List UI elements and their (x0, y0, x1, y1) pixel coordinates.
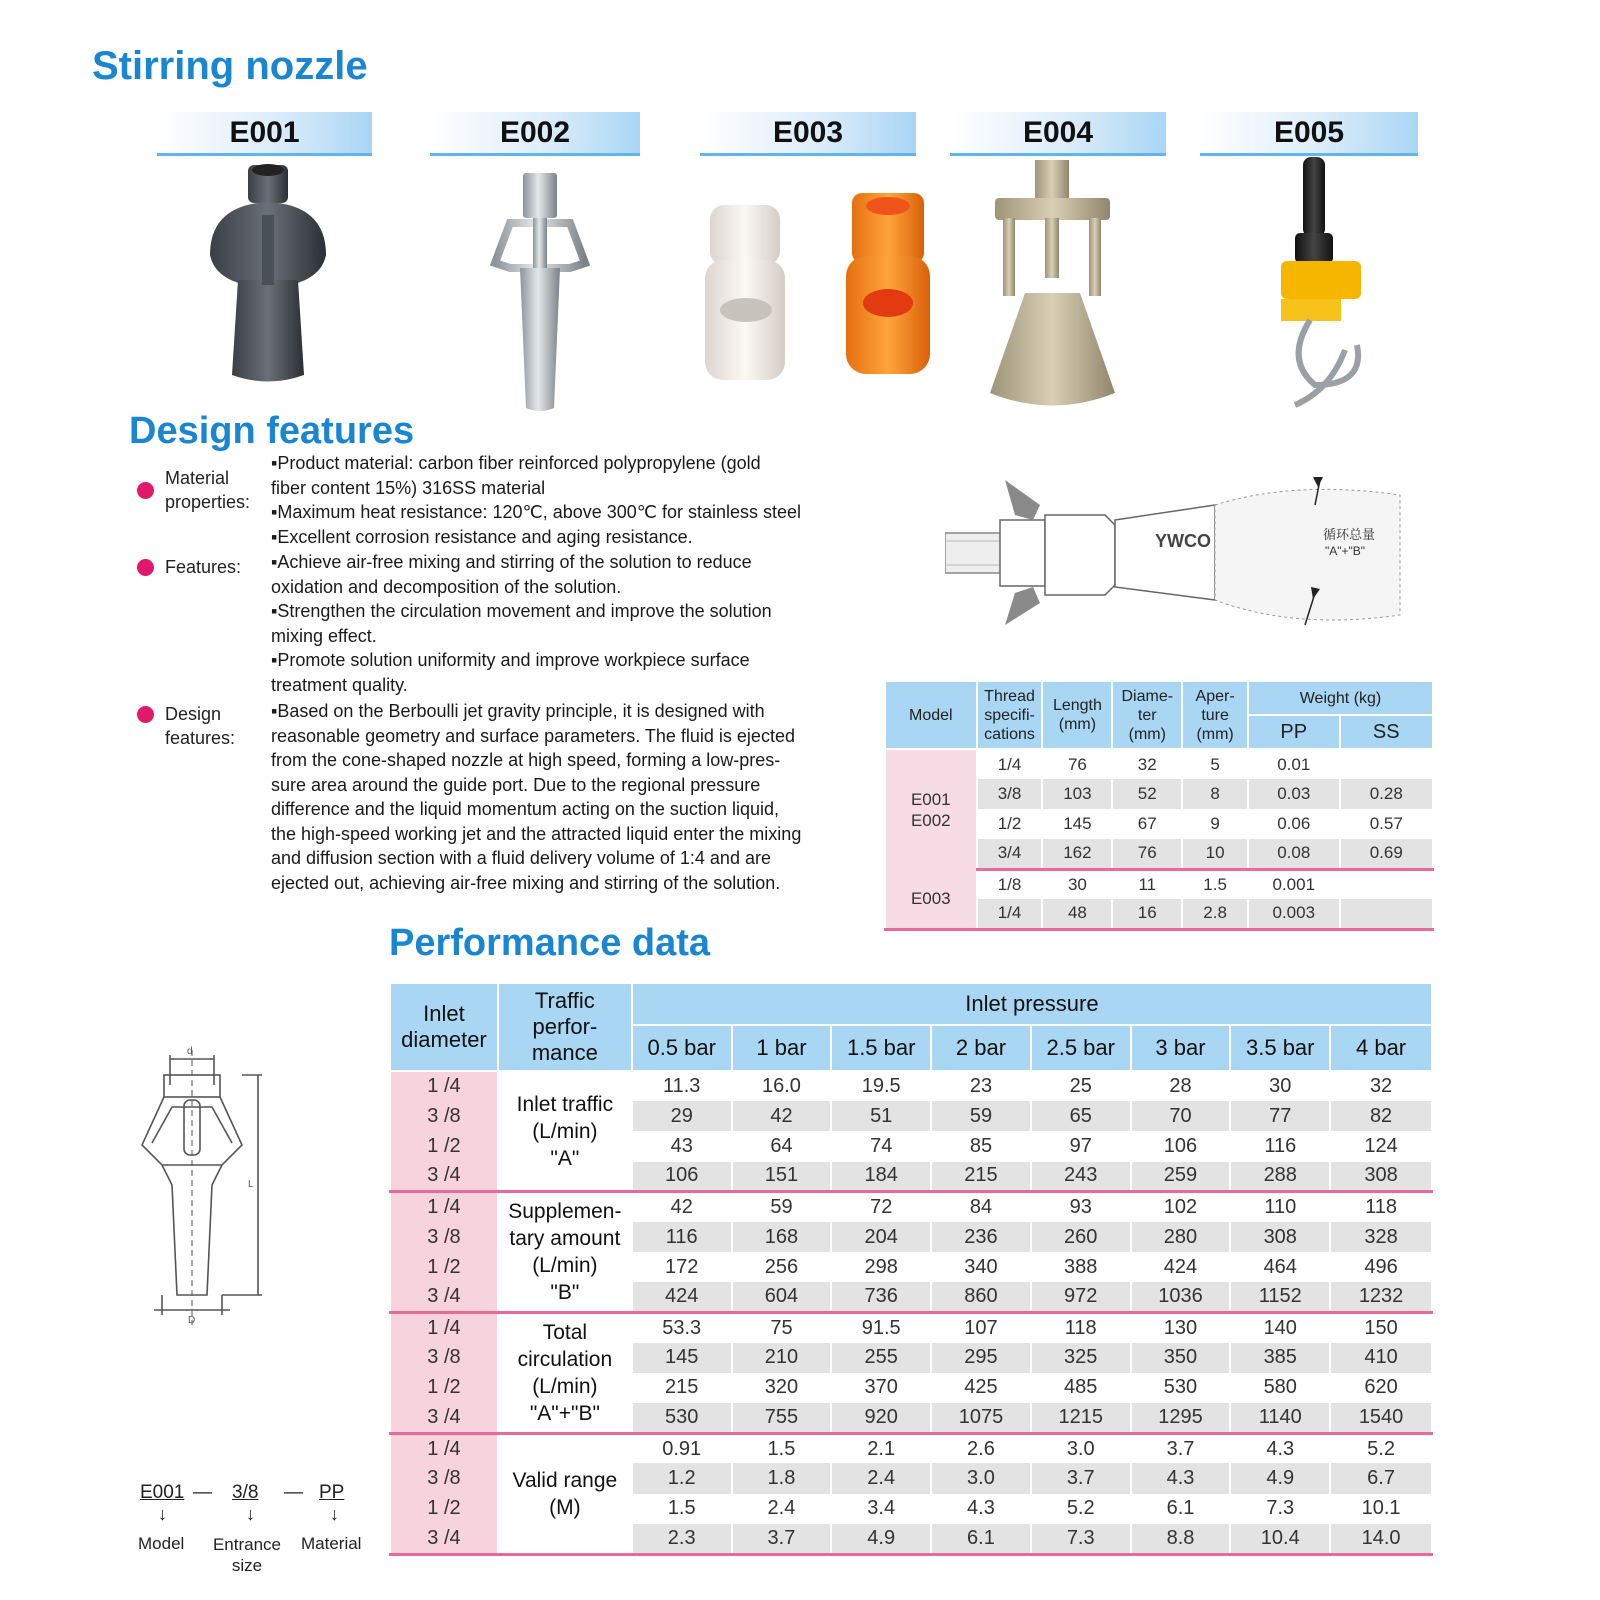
perf-value-cell: 243 (1031, 1162, 1131, 1192)
spec-header-pp: PP (1248, 715, 1340, 749)
perf-inlet-diameter-cell: 1 /2 (390, 1494, 498, 1524)
perf-inlet-diameter-cell: 3 /4 (390, 1524, 498, 1554)
spec-model-e003: E003 (885, 869, 977, 929)
perf-value-cell: 215 (931, 1162, 1031, 1192)
spec-cell: 76 (1112, 839, 1182, 869)
spec-row (885, 749, 1433, 779)
perf-value-cell: 30 (1230, 1071, 1330, 1101)
text-design-features: ▪Based on the Berboulli jet gravity principle, it is designed with reasonable geometry and surface parameters. The fluid is ejected from the cone-shaped nozzle at high speed, forming a low-pres- sure area around the guide port. Due to the regional pressure difference and the liquid momentum acting on the suction liquid, the high-speed working jet and the attracted liquid enter the mixing and diffusion section with a fluid delivery volume of 1:4 and are ejected out, achieving air-free mixing and stirring of the solution. (271, 701, 802, 893)
perf-value-cell: 2.6 (931, 1433, 1031, 1463)
perf-value-cell: 3.7 (732, 1524, 832, 1554)
perf-value-cell: 1232 (1330, 1282, 1432, 1312)
perf-value-cell: 64 (732, 1131, 832, 1161)
perf-value-cell: 288 (1230, 1162, 1330, 1192)
perf-value-cell: 25 (1031, 1071, 1131, 1101)
spec-cell (1340, 749, 1433, 779)
label-features: Features: (165, 557, 242, 577)
perf-value-cell: 3.4 (831, 1494, 931, 1524)
perf-value-cell: 59 (931, 1101, 1031, 1131)
perf-value-cell: 28 (1131, 1071, 1231, 1101)
perf-value-cell: 860 (931, 1282, 1031, 1312)
order-code-label-size: Entrance size (212, 1535, 282, 1575)
perf-value-cell: 74 (831, 1131, 931, 1161)
order-code-material: PP (319, 1482, 345, 1503)
spec-cell: 0.69 (1340, 839, 1433, 869)
perf-inlet-diameter-cell: 1 /2 (390, 1252, 498, 1282)
perf-value-cell: 118 (1330, 1192, 1432, 1222)
perf-value-cell: 496 (1330, 1252, 1432, 1282)
spec-cell: 0.03 (1248, 779, 1340, 809)
perf-header-inlet-pressure: Inlet pressure (632, 983, 1432, 1025)
perf-value-cell: 4.9 (831, 1524, 931, 1554)
perf-value-cell: 23 (931, 1071, 1031, 1101)
perf-inlet-diameter-cell: 1 /4 (390, 1313, 498, 1343)
perf-value-cell: 6.1 (931, 1524, 1031, 1554)
perf-header-pressure: 3 bar (1131, 1025, 1231, 1071)
perf-header-pressure: 1.5 bar (831, 1025, 931, 1071)
perf-value-cell: 920 (831, 1403, 931, 1433)
perf-header-pressure: 1 bar (732, 1025, 832, 1071)
performance-title: Performance data (389, 922, 711, 964)
perf-value-cell: 736 (831, 1282, 931, 1312)
perf-value-cell: 4.9 (1230, 1463, 1330, 1493)
spec-cell: 76 (1042, 749, 1112, 779)
perf-value-cell: 53.3 (632, 1313, 732, 1343)
perf-inlet-diameter-cell: 3 /4 (390, 1282, 498, 1312)
order-code (136, 1482, 376, 1582)
label-material-properties: Material properties: (165, 468, 251, 512)
product-image-e004 (985, 158, 1120, 413)
perf-value-cell: 70 (1131, 1101, 1231, 1131)
text-features: ▪Achieve air-free mixing and stirring of the solution to reduce oxidation and decomposition of the solution. ▪Strengthen the circulation movement and improve the solution mixing effect. ▪Promote solution uniformity and improve workpiece surface treatment quality. (271, 552, 772, 695)
spec-header-aperture: Aper- ture (mm) (1182, 681, 1248, 749)
perf-value-cell: 8.8 (1131, 1524, 1231, 1554)
perf-value-cell: 184 (831, 1162, 931, 1192)
perf-value-cell: 3.7 (1131, 1433, 1231, 1463)
spec-cell: 0.57 (1340, 809, 1433, 839)
spec-cell: 0.28 (1340, 779, 1433, 809)
perf-value-cell: 82 (1330, 1101, 1432, 1131)
spec-cell: 16 (1112, 899, 1182, 929)
order-code-dash-2: — (284, 1482, 303, 1503)
perf-value-cell: 620 (1330, 1373, 1432, 1403)
perf-value-cell: 5.2 (1031, 1494, 1131, 1524)
drawing-dim-d: d (187, 1046, 193, 1057)
perf-value-cell: 42 (632, 1192, 732, 1222)
perf-value-cell: 29 (632, 1101, 732, 1131)
perf-value-cell: 1.2 (632, 1463, 732, 1493)
bullet-material (137, 482, 154, 499)
perf-value-cell: 0.91 (632, 1433, 732, 1463)
perf-value-cell: 325 (1031, 1343, 1131, 1373)
perf-value-cell: 298 (831, 1252, 931, 1282)
spec-cell: 30 (1042, 869, 1112, 899)
perf-inlet-diameter-cell: 3 /8 (390, 1222, 498, 1252)
drawing-dim-l: L (248, 1179, 254, 1190)
model-header-e004: E004 (950, 112, 1166, 156)
perf-inlet-diameter-cell: 3 /8 (390, 1343, 498, 1373)
spec-row (885, 869, 1433, 899)
bullet-design-features (137, 706, 154, 723)
perf-value-cell: 385 (1230, 1343, 1330, 1373)
perf-group-label: Supplemen- tary amount (L/min) "B" (498, 1192, 632, 1313)
order-code-label-material: Material (301, 1534, 362, 1553)
table-row (390, 1433, 1432, 1463)
spec-cell: 5 (1182, 749, 1248, 779)
perf-value-cell: 2.4 (732, 1494, 832, 1524)
perf-value-cell: 77 (1230, 1101, 1330, 1131)
perf-inlet-diameter-cell: 3 /4 (390, 1162, 498, 1192)
perf-value-cell: 84 (931, 1192, 1031, 1222)
spec-cell: 162 (1042, 839, 1112, 869)
drawing-dim-D: D (188, 1315, 196, 1326)
spec-cell (1340, 869, 1433, 899)
perf-value-cell: 485 (1031, 1373, 1131, 1403)
perf-value-cell: 151 (732, 1162, 832, 1192)
perf-header-pressure: 2 bar (931, 1025, 1031, 1071)
perf-inlet-diameter-cell: 1 /4 (390, 1071, 498, 1101)
perf-value-cell: 14.0 (1330, 1524, 1432, 1554)
perf-header-pressure: 0.5 bar (632, 1025, 732, 1071)
perf-value-cell: 140 (1230, 1313, 1330, 1343)
perf-value-cell: 10.1 (1330, 1494, 1432, 1524)
perf-value-cell: 106 (1131, 1131, 1231, 1161)
perf-value-cell: 5.2 (1330, 1433, 1432, 1463)
spec-cell: 1/8 (977, 869, 1043, 899)
order-code-dash-1: — (193, 1482, 212, 1503)
product-image-e002 (490, 168, 600, 413)
spec-cell: 3/8 (977, 779, 1043, 809)
perf-value-cell: 43 (632, 1131, 732, 1161)
perf-value-cell: 91.5 (831, 1313, 931, 1343)
table-row (390, 1192, 1432, 1222)
model-header-e005: E005 (1200, 112, 1418, 156)
perf-value-cell: 424 (632, 1282, 732, 1312)
perf-value-cell: 1152 (1230, 1282, 1330, 1312)
perf-value-cell: 410 (1330, 1343, 1432, 1373)
perf-value-cell: 4.3 (1230, 1433, 1330, 1463)
product-image-e003-orange (840, 188, 935, 378)
perf-value-cell: 388 (1031, 1252, 1131, 1282)
product-image-e003-white (700, 200, 790, 385)
arrow-down-icon: ↓ (330, 1504, 339, 1524)
product-image-e001 (200, 160, 340, 390)
product-image-e005 (1275, 155, 1385, 420)
perf-value-cell: 320 (732, 1373, 832, 1403)
spec-cell: 0.01 (1248, 749, 1340, 779)
spec-cell: 1.5 (1182, 869, 1248, 899)
perf-value-cell: 210 (732, 1343, 832, 1373)
spec-header-ss: SS (1340, 715, 1433, 749)
perf-inlet-diameter-cell: 3 /8 (390, 1101, 498, 1131)
perf-value-cell: 19.5 (831, 1071, 931, 1101)
spec-cell: 11 (1112, 869, 1182, 899)
spec-header-weight: Weight (kg) (1248, 681, 1433, 715)
perf-value-cell: 340 (931, 1252, 1031, 1282)
spec-cell: 0.06 (1248, 809, 1340, 839)
perf-value-cell: 370 (831, 1373, 931, 1403)
perf-value-cell: 236 (931, 1222, 1031, 1252)
arrow-down-icon: ↓ (246, 1504, 255, 1524)
perf-header-pressure: 2.5 bar (1031, 1025, 1131, 1071)
perf-value-cell: 97 (1031, 1131, 1131, 1161)
spec-cell: 32 (1112, 749, 1182, 779)
perf-value-cell: 280 (1131, 1222, 1231, 1252)
perf-group-label: Total circulation (L/min) "A"+"B" (498, 1313, 632, 1434)
text-material-properties: ▪Product material: carbon fiber reinforced polypropylene (gold fiber content 15%) 316SS material ▪Maximum heat resistance: 120℃, above 300℃ for stainless steel ▪Excellent corrosion resistance and aging resistance. (271, 453, 802, 547)
perf-value-cell: 1.5 (732, 1433, 832, 1463)
perf-value-cell: 116 (1230, 1131, 1330, 1161)
perf-value-cell: 1295 (1131, 1403, 1231, 1433)
perf-value-cell: 425 (931, 1373, 1031, 1403)
arrow-down-icon: ↓ (158, 1504, 167, 1524)
spec-table (884, 680, 1434, 931)
perf-value-cell: 328 (1330, 1222, 1432, 1252)
perf-header-traffic: Traffic perfor- mance (498, 983, 632, 1071)
perf-value-cell: 3.7 (1031, 1463, 1131, 1493)
perf-value-cell: 2.1 (831, 1433, 931, 1463)
perf-group-label: Valid range (M) (498, 1433, 632, 1554)
perf-value-cell: 107 (931, 1313, 1031, 1343)
spec-cell: 1/2 (977, 809, 1043, 839)
order-code-model: E001 (140, 1482, 185, 1503)
perf-value-cell: 350 (1131, 1343, 1231, 1373)
perf-value-cell: 1215 (1031, 1403, 1131, 1433)
perf-value-cell: 32 (1330, 1071, 1432, 1101)
perf-value-cell: 204 (831, 1222, 931, 1252)
perf-value-cell: 16.0 (732, 1071, 832, 1101)
performance-table (389, 982, 1433, 1556)
perf-value-cell: 464 (1230, 1252, 1330, 1282)
perf-value-cell: 1140 (1230, 1403, 1330, 1433)
perf-value-cell: 3.0 (1031, 1433, 1131, 1463)
perf-value-cell: 106 (632, 1162, 732, 1192)
page-title: Stirring nozzle (92, 44, 368, 88)
order-code-size: 3/8 (232, 1482, 259, 1503)
perf-value-cell: 4.3 (1131, 1463, 1231, 1493)
diagram-flow-formula: "A"+"B" (1325, 544, 1366, 558)
perf-value-cell: 6.7 (1330, 1463, 1432, 1493)
spec-cell: 0.08 (1248, 839, 1340, 869)
perf-value-cell: 172 (632, 1252, 732, 1282)
perf-inlet-diameter-cell: 1 /2 (390, 1373, 498, 1403)
bullet-features (137, 559, 154, 576)
flow-diagram (945, 475, 1405, 640)
spec-cell: 48 (1042, 899, 1112, 929)
perf-value-cell: 65 (1031, 1101, 1131, 1131)
perf-value-cell: 6.1 (1131, 1494, 1231, 1524)
perf-header-inlet-diameter: Inlet diameter (390, 983, 498, 1071)
order-code-label-model: Model (138, 1534, 185, 1553)
perf-value-cell: 580 (1230, 1373, 1330, 1403)
perf-value-cell: 308 (1330, 1162, 1432, 1192)
spec-header-thread: Thread specifi- cations (977, 681, 1043, 749)
perf-value-cell: 260 (1031, 1222, 1131, 1252)
spec-header-length: Length (mm) (1042, 681, 1112, 749)
technical-drawing (132, 1045, 282, 1335)
perf-value-cell: 110 (1230, 1192, 1330, 1222)
diagram-brand: YWCO (1155, 531, 1211, 551)
perf-value-cell: 1036 (1131, 1282, 1231, 1312)
spec-cell: 0.001 (1248, 869, 1340, 899)
perf-value-cell: 11.3 (632, 1071, 732, 1101)
spec-model-e001-e002: E001 E002 (885, 749, 977, 869)
perf-inlet-diameter-cell: 1 /4 (390, 1192, 498, 1222)
perf-value-cell: 116 (632, 1222, 732, 1252)
table-row (390, 1313, 1432, 1343)
spec-cell (1340, 899, 1433, 929)
perf-value-cell: 59 (732, 1192, 832, 1222)
perf-value-cell: 295 (931, 1343, 1031, 1373)
model-header-e001: E001 (157, 112, 372, 156)
perf-value-cell: 972 (1031, 1282, 1131, 1312)
perf-value-cell: 4.3 (931, 1494, 1031, 1524)
perf-value-cell: 75 (732, 1313, 832, 1343)
perf-value-cell: 255 (831, 1343, 931, 1373)
spec-cell: 3/4 (977, 839, 1043, 869)
perf-group-label: Inlet traffic (L/min) "A" (498, 1071, 632, 1192)
perf-value-cell: 755 (732, 1403, 832, 1433)
perf-value-cell: 93 (1031, 1192, 1131, 1222)
perf-value-cell: 72 (831, 1192, 931, 1222)
model-header-e002: E002 (430, 112, 640, 156)
perf-value-cell: 10.4 (1230, 1524, 1330, 1554)
perf-value-cell: 1.5 (632, 1494, 732, 1524)
spec-cell: 67 (1112, 809, 1182, 839)
perf-value-cell: 168 (732, 1222, 832, 1252)
perf-value-cell: 124 (1330, 1131, 1432, 1161)
perf-value-cell: 130 (1131, 1313, 1231, 1343)
perf-inlet-diameter-cell: 1 /2 (390, 1131, 498, 1161)
model-header-e003: E003 (700, 112, 916, 156)
perf-value-cell: 7.3 (1031, 1524, 1131, 1554)
perf-value-cell: 102 (1131, 1192, 1231, 1222)
spec-cell: 52 (1112, 779, 1182, 809)
perf-value-cell: 42 (732, 1101, 832, 1131)
perf-value-cell: 118 (1031, 1313, 1131, 1343)
spec-cell: 145 (1042, 809, 1112, 839)
perf-inlet-diameter-cell: 3 /4 (390, 1403, 498, 1433)
perf-inlet-diameter-cell: 3 /8 (390, 1463, 498, 1493)
perf-header-pressure: 3.5 bar (1230, 1025, 1330, 1071)
perf-value-cell: 2.3 (632, 1524, 732, 1554)
design-features-title: Design features (129, 410, 415, 452)
spec-header-model: Model (885, 681, 977, 749)
perf-value-cell: 1075 (931, 1403, 1031, 1433)
perf-value-cell: 604 (732, 1282, 832, 1312)
spec-cell: 1/4 (977, 899, 1043, 929)
spec-cell: 8 (1182, 779, 1248, 809)
perf-value-cell: 1540 (1330, 1403, 1432, 1433)
perf-value-cell: 85 (931, 1131, 1031, 1161)
spec-cell: 9 (1182, 809, 1248, 839)
perf-value-cell: 530 (1131, 1373, 1231, 1403)
spec-cell: 1/4 (977, 749, 1043, 779)
perf-value-cell: 259 (1131, 1162, 1231, 1192)
perf-value-cell: 2.4 (831, 1463, 931, 1493)
perf-header-pressure: 4 bar (1330, 1025, 1432, 1071)
perf-value-cell: 150 (1330, 1313, 1432, 1343)
perf-value-cell: 256 (732, 1252, 832, 1282)
perf-value-cell: 145 (632, 1343, 732, 1373)
perf-value-cell: 51 (831, 1101, 931, 1131)
perf-value-cell: 424 (1131, 1252, 1231, 1282)
spec-header-diameter: Diame- ter (mm) (1112, 681, 1182, 749)
spec-cell: 2.8 (1182, 899, 1248, 929)
spec-cell: 0.003 (1248, 899, 1340, 929)
perf-inlet-diameter-cell: 1 /4 (390, 1433, 498, 1463)
spec-cell: 103 (1042, 779, 1112, 809)
perf-value-cell: 1.8 (732, 1463, 832, 1493)
spec-cell: 10 (1182, 839, 1248, 869)
diagram-flow-label: 循环总量 (1323, 528, 1376, 543)
perf-value-cell: 215 (632, 1373, 732, 1403)
perf-value-cell: 7.3 (1230, 1494, 1330, 1524)
label-design-features: Design features: (165, 704, 236, 748)
table-row (390, 1071, 1432, 1101)
perf-value-cell: 530 (632, 1403, 732, 1433)
perf-value-cell: 3.0 (931, 1463, 1031, 1493)
perf-value-cell: 308 (1230, 1222, 1330, 1252)
